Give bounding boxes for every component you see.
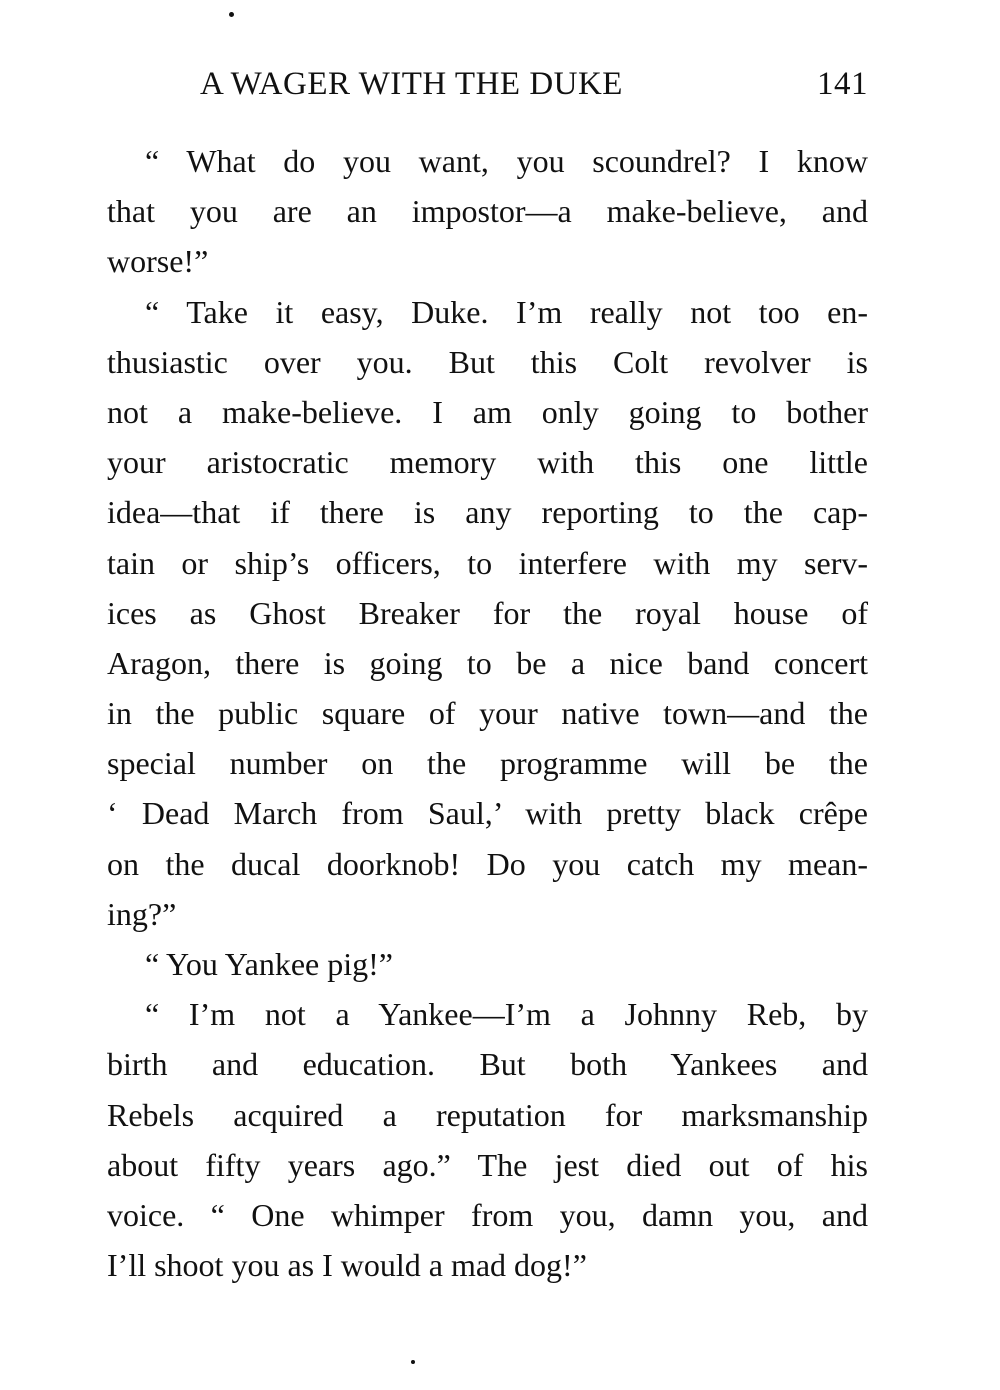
text-line: “ What do you want, you scoundrel? I know [145, 143, 868, 179]
page-number: 141 [817, 66, 868, 102]
text-line: about fifty years ago.” The jest died out of his [107, 1146, 868, 1183]
text-line: voice. “ One whimper from you, damn you, and [107, 1196, 868, 1233]
text-line: birth and education. But both Yankees and [107, 1046, 868, 1083]
text-line: ing?” [107, 895, 177, 932]
text-line: “ You Yankee pig!” [145, 946, 393, 982]
print-speck [229, 12, 234, 17]
text-line: idea—that if there is any reporting to the cap- [107, 494, 868, 531]
text-line: Rebels acquired a reputation for marksmanship [107, 1096, 868, 1133]
text-line: that you are an impostor—a make-believe, and [107, 193, 868, 230]
text-line: ‘ Dead March from Saul,’ with pretty black crêpe [107, 795, 868, 832]
running-title: A WAGER WITH THE DUKE [200, 66, 623, 102]
text-line: in the public square of your native town—and the [107, 695, 868, 732]
page-header [200, 66, 868, 116]
text-line: I’ll shoot you as I would a mad dog!” [107, 1247, 587, 1284]
text-line: “ Take it easy, Duke. I’m really not too en- [145, 293, 868, 330]
text-line: on the ducal doorknob! Do you catch my mean- [107, 845, 868, 882]
text-line: ices as Ghost Breaker for the royal house of [107, 594, 868, 631]
text-line: “ I’m not a Yankee—I’m a Johnny Reb, by [145, 996, 868, 1033]
text-line: special number on the programme will be the [107, 745, 868, 782]
text-line: your aristocratic memory with this one little [107, 444, 868, 481]
body-text [107, 136, 868, 1290]
text-line: tain or ship’s officers, to interfere with my serv- [107, 544, 868, 581]
text-line: Aragon, there is going to be a nice band concert [107, 644, 868, 681]
text-line: thusiastic over you. But this Colt revolver is [107, 343, 868, 380]
text-line: not a make-believe. I am only going to bother [107, 393, 868, 430]
print-speck [411, 1360, 415, 1364]
text-line: worse!” [107, 243, 209, 280]
